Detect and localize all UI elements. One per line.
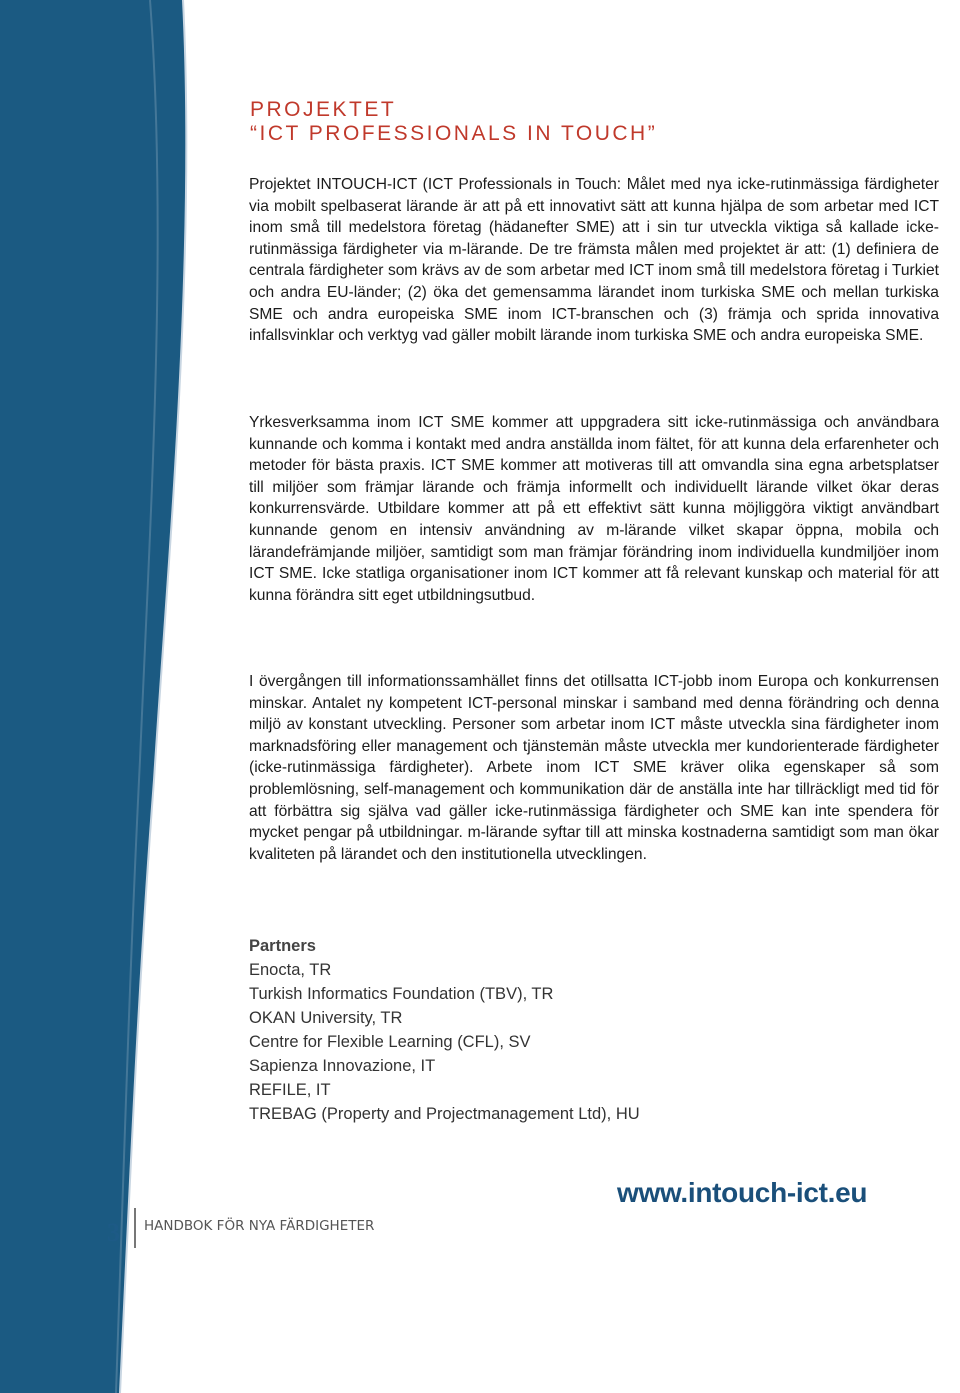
page-number: 3 [107, 1218, 120, 1247]
partner-item: Sapienza Innovazione, IT [249, 1057, 436, 1075]
partner-item: Turkish Informatics Foundation (TBV), TR [249, 985, 554, 1003]
partner-item: TREBAG (Property and Projectmanagement Ltd), HU [249, 1105, 640, 1123]
partners-list [249, 958, 640, 1126]
footer-doc-title: HANDBOK FÖR NYA FÄRDIGHETER [144, 1218, 375, 1234]
page-title-line2: “ICT PROFESSIONALS IN TOUCH” [250, 122, 658, 145]
body-paragraph-transition: I övergången till informationssamhället finns det otillsatta ICT-jobb inom Europa och konkurrensen minskar. Antalet ny kompetent ICT-personal minskar i samband med denna förändring och denna miljö av konstant utveckling. Personer som arbetar inom ICT måste utveckla sina färdigheter inom marknadsföring eller management och tjänstemän måste utveckla mer kundorienterade färdigheter (icke-rutinmässiga färdigheter). Arbete inom ICT SME kräver olika egenskaper så som problemlösning, self-management och kommunikation där de anställa inte har tillräckligt med tid för att förbättra sig själva vad gäller icke-rutinmässiga färdigheter och SME kan inte spendera för mycket pengar på utbildningar. m-lärande syftar till att minska kostnaderna samtidigt som man ökar kvaliteten på lärandet och den institutionella utvecklingen. [249, 673, 939, 863]
partner-item: Enocta, TR [249, 961, 332, 979]
website-link[interactable]: www.intouch-ict.eu [617, 1177, 868, 1208]
partner-item: REFILE, IT [249, 1081, 331, 1099]
partners-heading: Partners [249, 937, 316, 955]
partners-section [249, 935, 640, 1126]
page-title [250, 98, 657, 146]
footer-divider [134, 1208, 136, 1248]
body-paragraph-professionals: Yrkesverksamma inom ICT SME kommer att uppgradera sitt icke-rutinmässiga och användbara kunnande och komma i kontakt med andra anställda inom fältet, för att kunna dela erfarenheter och metoder för bästa praxis. ICT SME kommer att motiveras till att omvandla sina egna arbetsplatser till miljöer som främjar lärande och främja informellt och individuellt lärande vilket ökar deras konkurrensvärde. Utbildare kommer att på ett effektivt sätt kunna möjliggöra viktigt användbart kunnande genom en intensiv användning av m-lärande vilket skapar öppna, mobila och lärandefrämjande miljöer, samtidigt som man främjar förändring inom individuella kundmiljöer inom ICT SME. Icke statliga organisationer inom ICT kommer att få relevant kunskap och material för att kunna förändra sitt eget utbildningsutbud. [249, 414, 939, 604]
page-title-line1: PROJEKTET [250, 98, 397, 121]
partner-item: Centre for Flexible Learning (CFL), SV [249, 1033, 531, 1051]
partner-item: OKAN University, TR [249, 1009, 403, 1027]
body-paragraph-intro: Projektet INTOUCH-ICT (ICT Professionals in Touch: Målet med nya icke-rutinmässiga färdigheter via mobilt spelbaserat lärande är att på ett innovativt sätt att kunna hjälpa de som arbetar med ICT inom små till medelstora företag (hädanefter SME) att i sin tur utveckla viktiga så kallade icke-rutinmässiga färdigheter via m-lärande. De tre främsta målen med projektet är att: (1) definiera de centrala färdigheter som krävs av de som arbetar med ICT inom små till medelstora företag i Turkiet och andra EU-länder; (2) öka det gemensamma lärandet inom turkiska SME och mellan turkiska SME och andra europeiska SME inom ICT-branschen och (3) främja och sprida innovativa infallsvinklar och verktyg vad gäller mobilt lärande inom turkiska SME och andra europeiska SME. [249, 176, 939, 345]
